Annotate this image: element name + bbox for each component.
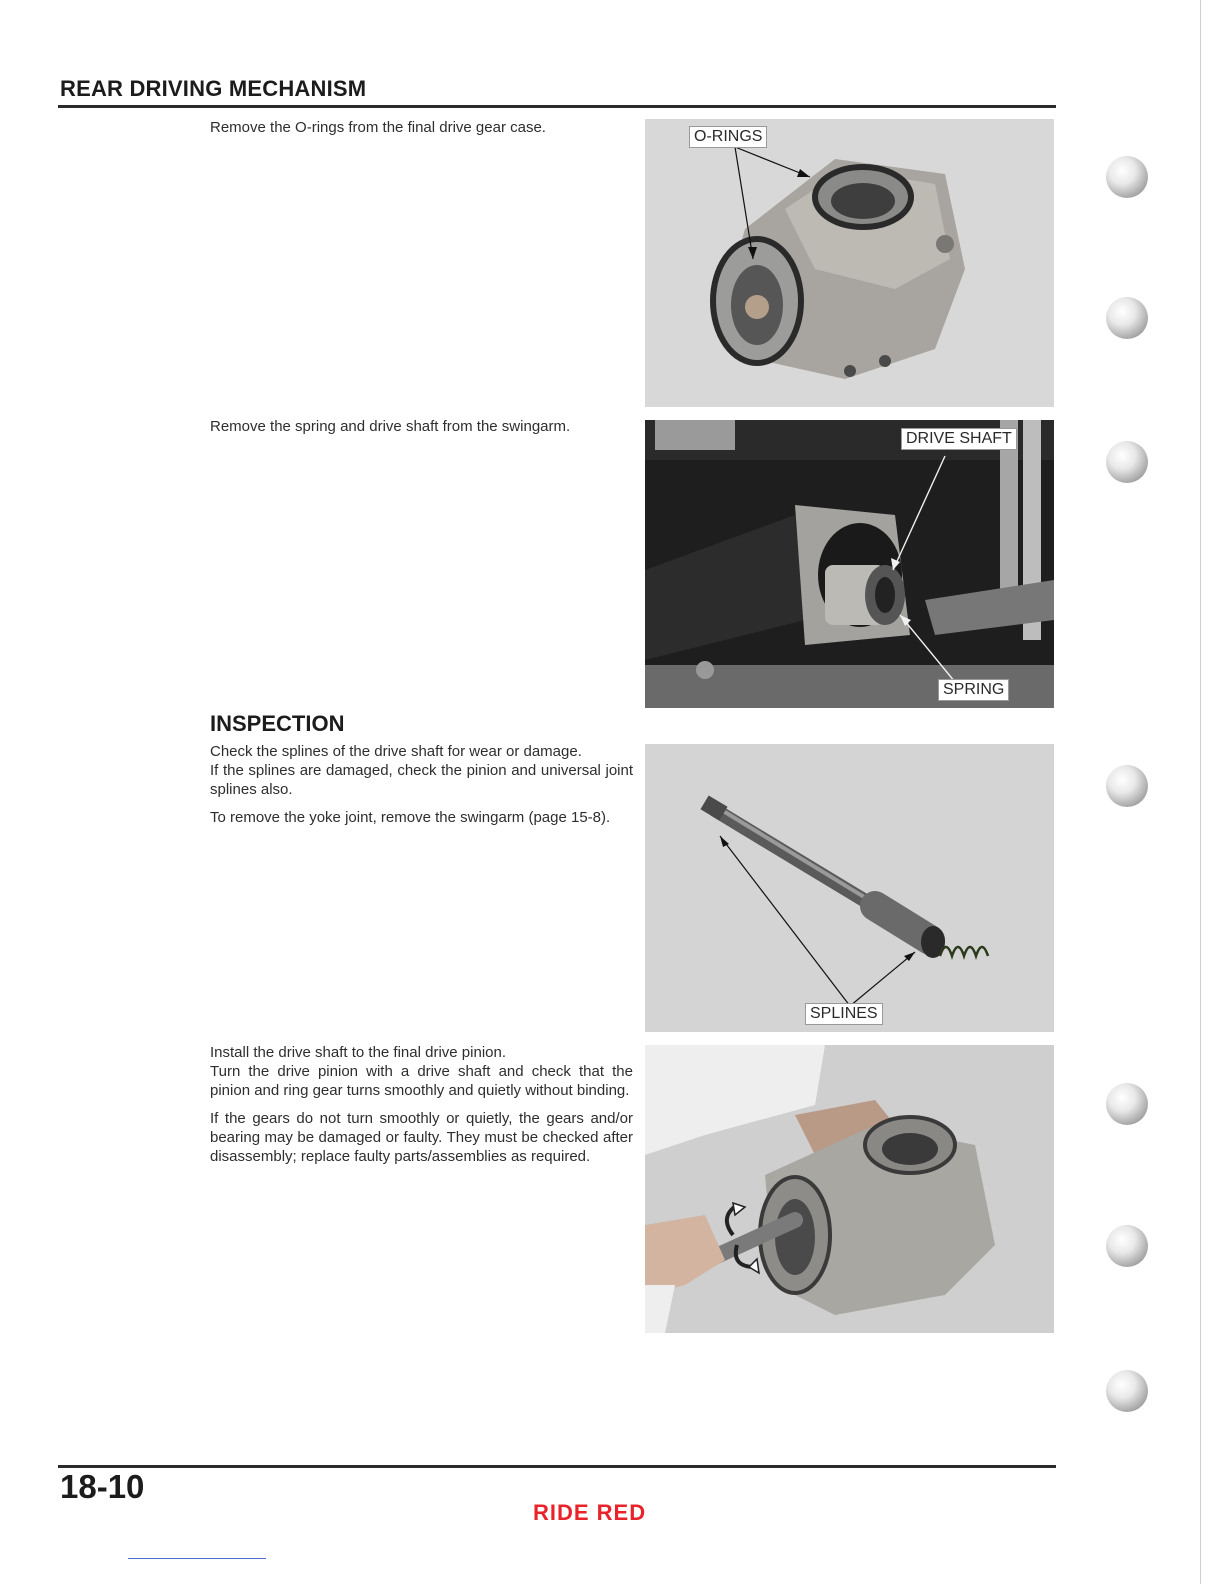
install-para-3: If the gears do not turn smoothly or quietly, the gears and/or bearing may be damaged or faulty. They must be checked after disassembly; replace faulty parts/assemblies as required. [210, 1110, 633, 1165]
drive-shaft-photo [645, 420, 1054, 708]
footer-link-line [128, 1558, 266, 1559]
install-text-block [210, 1043, 633, 1166]
orings-photo [645, 119, 1054, 407]
splines-photo [645, 744, 1054, 1032]
brand-logo: RIDE RED [533, 1500, 647, 1525]
thumb-tab-7 [1106, 1370, 1148, 1412]
inspection-para-2: If the splines are damaged, check the pinion and universal joint splines also. [210, 762, 633, 798]
orings-text-block [210, 118, 633, 137]
orings-photo-illustration [645, 119, 1054, 407]
install-photo-illustration [645, 1045, 1054, 1333]
orings-instruction: Remove the O-rings from the final drive gear case. [210, 119, 546, 136]
install-photo [645, 1045, 1054, 1333]
install-para-2: Turn the drive pinion with a drive shaft and check that the pinion and ring gear turns smoothly and quietly without binding. [210, 1063, 633, 1099]
inspection-heading: INSPECTION [210, 711, 345, 736]
page-header-title: REAR DRIVING MECHANISM [60, 76, 367, 101]
page-number: 18-10 [60, 1468, 145, 1505]
thumb-tab-4 [1106, 765, 1148, 807]
splines-photo-illustration [645, 744, 1054, 1032]
thumb-tab-3 [1106, 441, 1148, 483]
inspection-text-block [210, 742, 633, 827]
orings-callout: O-RINGS [689, 126, 767, 148]
page-edge-line [1200, 0, 1201, 1584]
thumb-tab-6 [1106, 1225, 1148, 1267]
install-para-1: Install the drive shaft to the final drive pinion. [210, 1044, 507, 1061]
splines-callout: SPLINES [805, 1003, 883, 1025]
spring-callout: SPRING [938, 679, 1009, 701]
thumb-tab-1 [1106, 156, 1148, 198]
header-rule [58, 105, 1056, 108]
drive-shaft-instruction: Remove the spring and drive shaft from the swingarm. [210, 418, 571, 435]
inspection-para-3: To remove the yoke joint, remove the swingarm (page 15-8). [210, 809, 611, 826]
drive-shaft-photo-illustration [645, 420, 1054, 708]
thumb-tab-2 [1106, 297, 1148, 339]
footer-rule [58, 1465, 1056, 1468]
inspection-para-1: Check the splines of the drive shaft for wear or damage. [210, 743, 582, 760]
thumb-tab-5 [1106, 1083, 1148, 1125]
drive-shaft-callout: DRIVE SHAFT [901, 428, 1017, 450]
drive-shaft-text-block [210, 417, 633, 436]
